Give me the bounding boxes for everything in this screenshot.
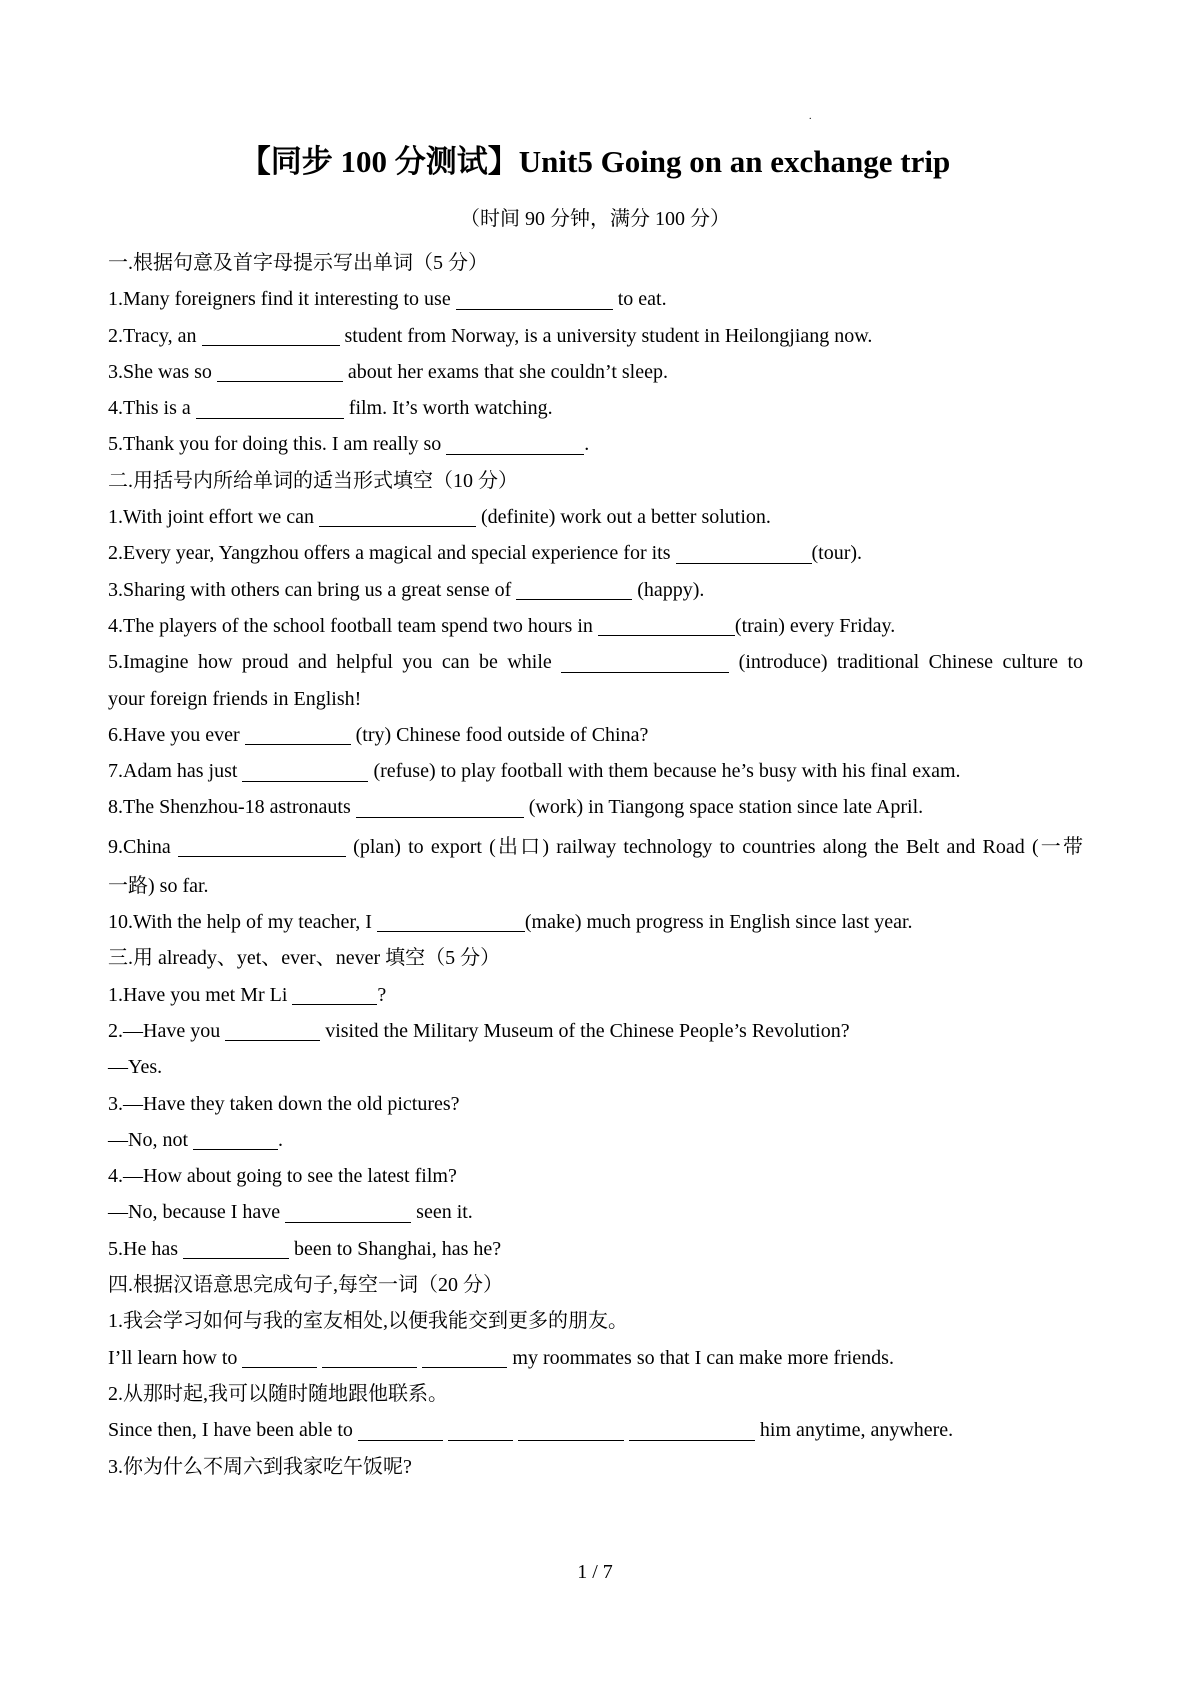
answer-blank[interactable]	[516, 579, 632, 600]
section-2-question-2: 2.Every year, Yangzhou offers a magical and special experience for its (tour).	[108, 542, 863, 565]
section-1-question-5: 5.Thank you for doing this. I am really so .	[108, 433, 590, 456]
section-2-heading: 二.用括号内所给单词的适当形式填空（10 分）	[108, 469, 518, 492]
section-2-question-10: 10.With the help of my teacher, I (make) much progress in English since last year.	[108, 911, 913, 934]
section-3-question-4-reply: —No, because I have seen it.	[108, 1201, 473, 1224]
answer-blank[interactable]	[178, 836, 346, 857]
section-3-question-4: 4.—How about going to see the latest film?	[108, 1165, 457, 1188]
section-2-question-9-continued: 一路) so far.	[108, 874, 209, 897]
section-2-question-5: 5.Imagine how proud and helpful you can be while (introduce) traditional Chinese culture to	[108, 651, 1083, 674]
answer-blank[interactable]	[322, 1347, 417, 1368]
answer-blank[interactable]	[242, 761, 368, 782]
section-2-question-8: 8.The Shenzhou-18 astronauts (work) in Tiangong space station since late April.	[108, 796, 924, 819]
section-3-question-3: 3.—Have they taken down the old pictures?	[108, 1092, 460, 1115]
answer-blank[interactable]	[245, 724, 351, 745]
section-4-question-2: Since then, I have been able to him anytime, anywhere.	[108, 1419, 954, 1442]
answer-blank[interactable]	[676, 543, 812, 564]
page-title: 【同步 100 分测试】Unit5 Going on an exchange trip	[239, 144, 951, 179]
answer-blank[interactable]	[358, 1420, 443, 1441]
section-1-heading: 一.根据句意及首字母提示写出单词（5 分）	[108, 252, 488, 274]
answer-blank[interactable]	[561, 652, 729, 673]
answer-blank[interactable]	[598, 615, 735, 636]
section-4-question-1-chinese: 1.我会学习如何与我的室友相处,以便我能交到更多的朋友。	[108, 1310, 628, 1333]
section-3-question-3-reply: —No, not .	[108, 1128, 283, 1151]
section-3-question-5: 5.He has been to Shanghai, has he?	[108, 1237, 502, 1260]
answer-blank[interactable]	[377, 911, 525, 932]
section-1-question-3: 3.She was so about her exams that she couldn’t sleep.	[108, 360, 668, 383]
answer-blank[interactable]	[319, 506, 476, 527]
answer-blank[interactable]	[422, 1347, 507, 1368]
section-2-question-7: 7.Adam has just (refuse) to play football with them because he’s busy with his final exam.	[108, 760, 961, 783]
answer-blank[interactable]	[193, 1129, 278, 1150]
section-1-question-4: 4.This is a film. It’s worth watching.	[108, 397, 553, 420]
section-2-question-4: 4.The players of the school football team spend two hours in (train) every Friday.	[108, 614, 896, 637]
answer-blank[interactable]	[242, 1347, 317, 1368]
answer-blank[interactable]	[518, 1420, 624, 1441]
section-1-question-2: 2.Tracy, an student from Norway, is a university student in Heilongjiang now.	[108, 324, 873, 347]
section-3-question-2-reply: —Yes.	[108, 1056, 163, 1079]
answer-blank[interactable]	[196, 398, 344, 419]
answer-blank[interactable]	[629, 1420, 755, 1441]
answer-blank[interactable]	[446, 434, 584, 455]
header-dot: .	[809, 111, 812, 122]
answer-blank[interactable]	[202, 325, 340, 346]
answer-blank[interactable]	[456, 289, 613, 310]
section-4-question-1: I’ll learn how to my roommates so that I can make more friends.	[108, 1346, 894, 1369]
section-1-question-1: 1.Many foreigners find it interesting to use to eat.	[108, 288, 667, 311]
section-2-question-3: 3.Sharing with others can bring us a great sense of (happy).	[108, 578, 705, 601]
section-3-heading: 三.用 already、yet、ever、never 填空（5 分）	[108, 947, 501, 970]
answer-blank[interactable]	[183, 1238, 289, 1259]
section-3-question-2: 2.—Have you visited the Military Museum of the Chinese People’s Revolution?	[108, 1019, 850, 1042]
answer-blank[interactable]	[356, 797, 524, 818]
page-subtitle: （时间 90 分钟，满分 100 分）	[460, 208, 730, 230]
answer-blank[interactable]	[448, 1420, 513, 1441]
worksheet-content	[108, 245, 1083, 1485]
section-2-question-1: 1.With joint effort we can (definite) work out a better solution.	[108, 506, 771, 529]
page-number: 1 / 7	[577, 1561, 613, 1583]
answer-blank[interactable]	[217, 361, 343, 382]
section-4-question-3-chinese: 3.你为什么不周六到我家吃午饭呢?	[108, 1455, 412, 1478]
section-2-question-9: 9.China (plan) to export (出口) railway technology to countries along the Belt and Road (一带	[108, 835, 1083, 858]
answer-blank[interactable]	[292, 984, 377, 1005]
section-4-heading: 四.根据汉语意思完成句子,每空一词（20 分）	[108, 1274, 503, 1297]
section-2-question-6: 6.Have you ever (try) Chinese food outside of China?	[108, 723, 649, 746]
section-3-question-1: 1.Have you met Mr Li ?	[108, 983, 387, 1006]
answer-blank[interactable]	[225, 1020, 320, 1041]
section-2-question-5-continued: your foreign friends in English!	[108, 687, 362, 710]
section-4-question-2-chinese: 2.从那时起,我可以随时随地跟他联系。	[108, 1382, 448, 1405]
answer-blank[interactable]	[285, 1202, 411, 1223]
